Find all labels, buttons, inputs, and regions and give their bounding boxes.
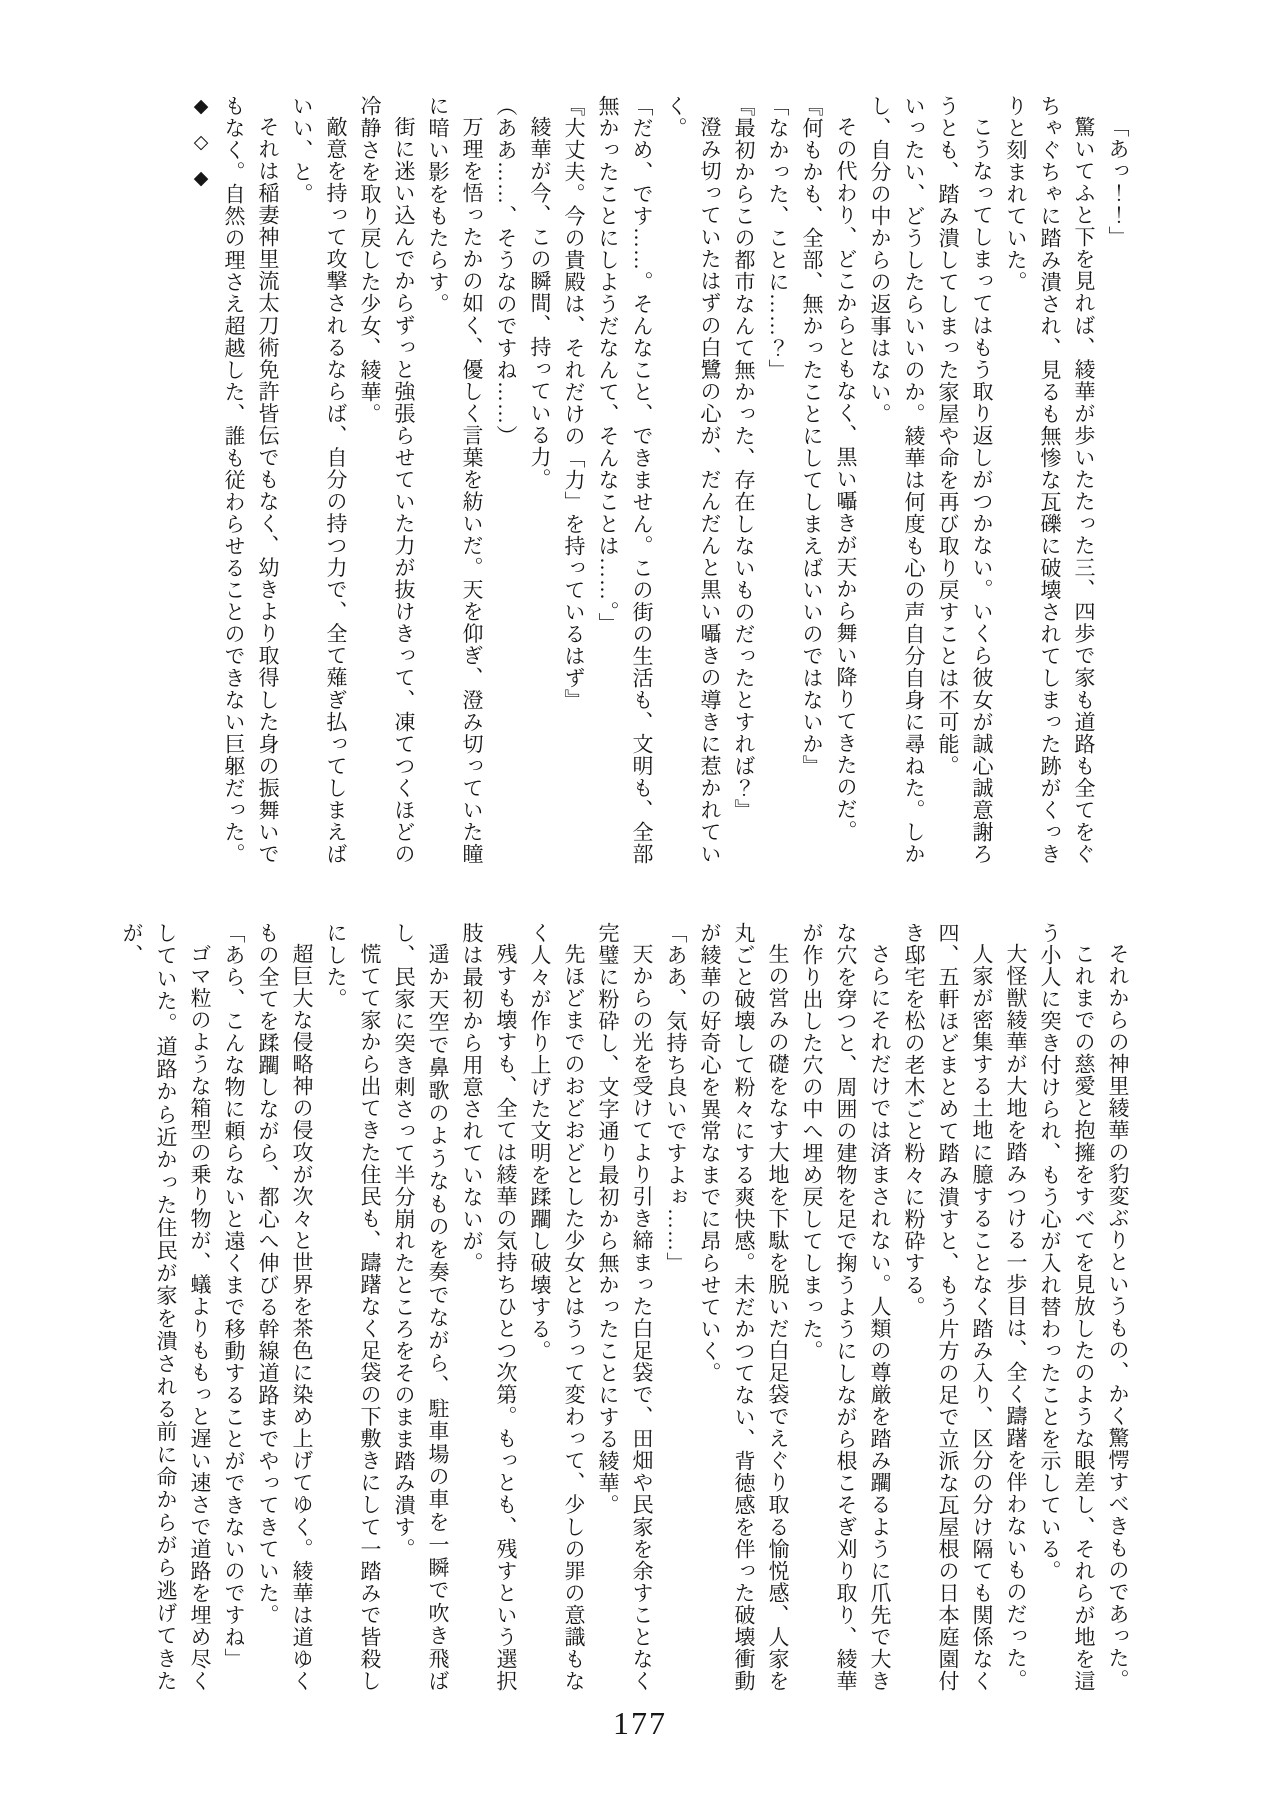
narration-paragraph: その代わり、どこからともなく、黒い囁きが天から舞い降りてきたのだ。	[834, 116, 858, 842]
narration-paragraph: これまでの慈愛と抱擁をすべてを見放したのような眼差し、それらが地を這う小人に突き付けられ、もう心が入れ替わったことを示している。	[1038, 922, 1096, 1692]
upper-text-block	[125, 95, 1135, 865]
narration-paragraph: 驚いてふと下を見れば、綾華が歩いたたった三、四歩で家も道路も全てをぐちゃぐちゃに踏み潰され、見るも無惨な瓦礫に破壊されてしまった跡がくっきりと刻まれていた。	[1004, 95, 1096, 865]
dialogue-paragraph: 『大丈夫。今の貴殿は、それだけの「力」を持っているはず』	[562, 95, 586, 711]
narration-paragraph: 万理を悟ったかの如く、優しく言葉を紡いだ。天を仰ぎ、澄み切っていた瞳に暗い影をもたらす。	[426, 95, 484, 865]
thought-paragraph: （ああ……、そうなのですね……）	[494, 95, 518, 447]
narration-paragraph: 大怪獣綾華が大地を踏みつける一歩目は、全く躊躇を伴わないものだった。	[1004, 943, 1028, 1691]
narration-paragraph: 残すも壊すも、全ては綾華の気持ちひとつ次第。もっとも、残すという選択肢は最初から用意されていないが。	[460, 922, 518, 1692]
narration-paragraph: 遥か天空で鼻歌のようなものを奏でながら、駐車場の車を一瞬で吹き飛ばし、民家に突き刺さって半分崩れたところをそのまま踏み潰す。	[392, 922, 450, 1692]
narration-paragraph: いったい、どうしたらいいのか。綾華は何度も心の声自分自身に尋ねた。しかし、自分の中からの返事はない。	[868, 95, 926, 865]
narration-paragraph: 超巨大な侵略神の侵攻が次々と世界を茶色に染め上げてゆく。綾華は道ゆくもの全てを蹂躙しながら、都心へ伸びる幹線道路までやってきていた。	[256, 922, 314, 1692]
dialogue-paragraph: 「あら、こんな物に頼らないと遠くまで移動することができないのですね」	[222, 922, 246, 1670]
narration-paragraph: 慌てて家から出てきた住民も、躊躇なく足袋の下敷きにして一踏みで皆殺しにした。	[324, 922, 382, 1692]
dialogue-paragraph: 『何もかも、全部、無かったことにしてしまえばいいのではないか』	[800, 95, 824, 777]
page-number: 177	[613, 1705, 667, 1741]
narration-paragraph: さらにそれだけでは済まされない。人類の尊厳を踏み躙るように爪先で大きな穴を穿つと、周囲の建物を足で掬うようにしながら根こそぎ刈り取り、綾華が作り出した穴の中へ埋め戻してしまった。	[800, 922, 892, 1692]
section-divider-diamonds: ◆◇◆	[190, 95, 211, 203]
dialogue-paragraph: 『最初からこの都市なんて無かった、存在しないものだったとすれば？』	[732, 95, 756, 821]
dialogue-paragraph: 「なかった、ことに……？」	[766, 95, 790, 381]
narration-paragraph: 人家が密集する土地に臆することなく踏み入り、区分の分け隔ても関係なく四、五軒ほどまとめて踏み潰すと、もう片方の足で立派な瓦屋根の日本庭園付き邸宅を松の老木ごと粉々に粉砕する。	[902, 922, 994, 1692]
narration-paragraph: こうなってしまってはもう取り返しがつかない。いくら彼女が誠心誠意謝ろうとも、踏み潰してしまった家屋や命を再び取り戻すことは不可能。	[936, 95, 994, 865]
narration-paragraph: 天からの光を受けてより引き締まった白足袋で、田畑や民家を余すことなく完璧に粉砕し、文字通り最初から無かったことにする綾華。	[596, 922, 654, 1692]
dialogue-paragraph: 「あっ！！」	[1106, 116, 1130, 248]
narration-paragraph: 街に迷い込んでからずっと強張らせていた力が抜けきって、凍てつくほどの冷静さを取り戻した少女、綾華。	[358, 95, 416, 865]
dialogue-paragraph: 「だめ、です……。そんなこと、できません。この街の生活も、文明も、全部無かったことにしようだなんて、そんなことは……。」	[596, 95, 654, 865]
narration-paragraph: 敵意を持って攻撃されるならば、自分の持つ力で、全て薙ぎ払ってしまえばいい、と。	[290, 95, 348, 865]
narration-paragraph: 綾華が今、この瞬間、持っている力。	[528, 116, 552, 490]
dialogue-paragraph: 「ああ、気持ち良いですよぉ……」	[664, 922, 688, 1274]
narration-paragraph: 澄み切っていたはずの白鷺の心が、だんだんと黒い囁きの導きに惹かれていく。	[664, 95, 722, 865]
narration-paragraph: それは稲妻神里流太刀術免許皆伝でもなく、幼きより取得した身の振舞いでもなく。自然の理さえ超越した、誰も従わらせることのできない巨躯だった。	[222, 95, 280, 865]
lower-text-block	[120, 922, 1135, 1692]
narration-paragraph: ゴマ粒のような箱型の乗り物が、蟻よりももっと遅い速さで道路を埋め尽くしていた。道路から近かった住民が家を潰される前に命からがら逃げてきたが、	[120, 922, 212, 1692]
narration-paragraph: それからの神里綾華の豹変ぶりというもの、かく驚愕すべきものであった。	[1106, 943, 1130, 1691]
narration-paragraph: 生の営みの礎をなす大地を下駄を脱いだ白足袋でえぐり取る愉悦感、人家を丸ごと破壊して粉々にする爽快感。未だかつてない、背徳感を伴った破壊衝動が綾華の好奇心を異常なまでに昂らせていく。	[698, 922, 790, 1692]
narration-paragraph: 先ほどまでのおどおどとした少女とはうって変わって、少しの罪の意識もなく人々が作り上げた文明を蹂躙し破壊する。	[528, 922, 586, 1692]
